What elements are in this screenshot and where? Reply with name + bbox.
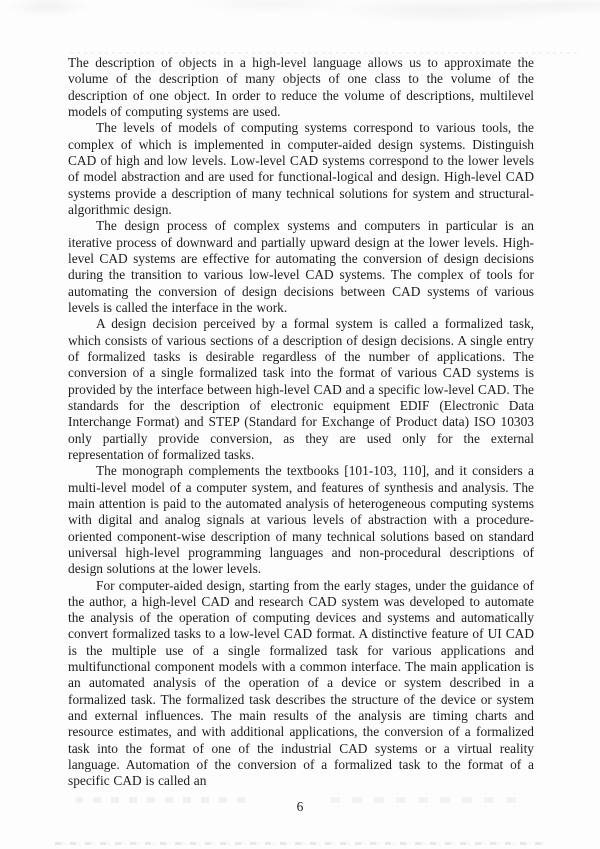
paragraph: The monograph complements the textbooks [101-103, 110], and it considers a multi-level model of a computer system, and features of synthesis and analysis. The main attention is paid to the automated analysis of heterogeneous computing systems with digital and analog signals at various levels of abstraction with a procedure-oriented component-wise description of many technical solutions based on standard universal high-level programming languages and non-procedural descriptions of design solutions at the lower levels. — [68, 463, 534, 577]
scan-noise-top — [0, 0, 600, 34]
paragraph: For computer-aided design, starting from the early stages, under the guidance of the author, a high-level CAD and research CAD system was developed to automate the analysis of the operation of computing devices and systems and automatically convert formalized tasks to a low-level CAD format. A distinctive feature of UI CAD is the multiple use of a single formalized task for various applications and multifunctional component models with a common interface. The main application is an automated analysis of the operation of a device or system described in a formalized task. The formalized task describes the structure of the device or system and external influences. The main results of the analysis are timing charts and resource estimates, and with additional applications, the conversion of a formalized task into the format of one of the industrial CAD systems or a virtual reality language. Automation of the conversion of a formalized task to the format of a specific CAD is called an — [68, 577, 534, 789]
paragraph: A design decision perceived by a formal system is called a formalized task, which consists of various sections of a description of design decisions. A single entry of formalized tasks is desirable regardless of the number of applications. The conversion of a single formalized task into the format of various CAD systems is provided by the interface between high-level CAD and a specific low-level CAD. The standards for the description of electronic equipment EDIF (Electronic Data Interchange Format) and STEP (Standard for Exchange of Product data) ISO 10303 only partially provide conversion, as they are used only for the external representation of formalized tasks. — [68, 316, 534, 462]
scan-noise-line-top — [70, 52, 580, 54]
body-text-block — [68, 55, 534, 790]
paragraph: The levels of models of computing systems correspond to various tools, the complex of which is implemented in computer-aided design systems. Distinguish CAD of high and low levels. Low-level CAD systems correspond to the lower levels of model abstraction and are used for functional-logical and design. High-level CAD systems provide a description of many technical solutions for system and structural-algorithmic design. — [68, 120, 534, 217]
page-number: 6 — [296, 799, 304, 814]
scan-noise-line-bottom — [55, 842, 545, 845]
paragraph: The design process of complex systems and computers in particular is an iterative process of downward and partially upward design at the lower levels. High-level CAD systems are effective for automating the conversion of design decisions during the transition to various low-level CAD systems. The complex of tools for automating the conversion of design decisions between CAD systems of various levels is called the interface in the work. — [68, 218, 534, 315]
paragraph: The description of objects in a high-level language allows us to approximate the volume of the description of many objects of one class to the volume of the description of one object. In order to reduce the volume of descriptions, multilevel models of computing systems are used. — [68, 55, 534, 119]
